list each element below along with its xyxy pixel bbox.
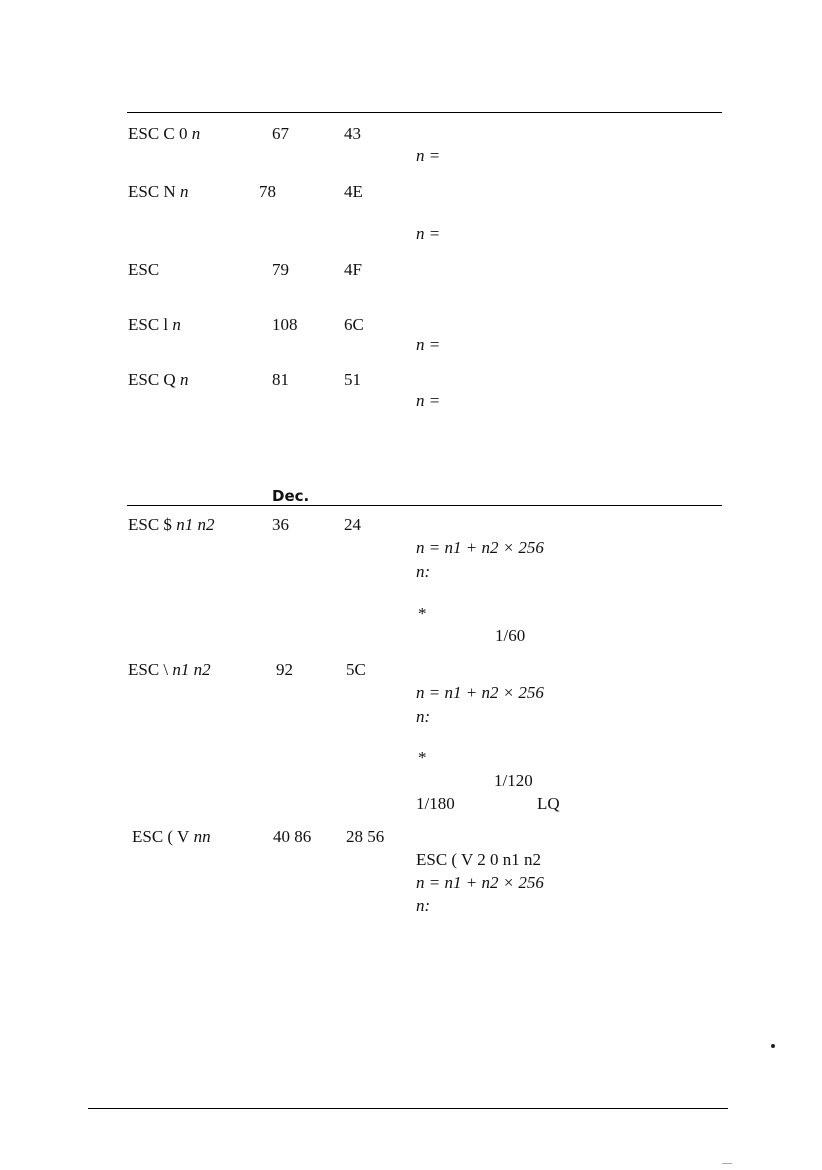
footnote-star: * [418,604,427,623]
margin-dot [771,1044,775,1048]
command-esc-n: ESC N n [128,182,189,201]
command-esc-dollar: ESC $ n1 n2 [128,515,215,534]
command-sequence: ESC ( V 2 0 n1 n2 [416,850,542,869]
top-rule [127,112,722,113]
dec-value: 40 86 [273,827,312,846]
corner-mark [722,1163,732,1164]
footnote-star: * [418,748,427,767]
dec-value: 81 [272,370,289,389]
hex-value: 5C [346,660,366,679]
unit-value: 1/120 [494,771,533,790]
formula: n = n1 + n2 × 256 [416,538,544,557]
param-label: n = [416,391,441,410]
param-label: n = [416,335,441,354]
hex-value: 6C [344,315,364,334]
dec-value: 67 [272,124,289,143]
command-esc-c0: ESC C 0 n [128,124,201,143]
hex-value: 43 [344,124,361,143]
formula: n = n1 + n2 × 256 [416,683,544,702]
command-esc-q: ESC Q n [128,370,189,389]
column-header-dec: Dec. [272,487,310,505]
dec-value: 108 [272,315,298,334]
command-esc-l: ESC l n [128,315,181,334]
param-label: n = [416,146,441,165]
hex-value: 4E [344,182,363,201]
dec-value: 78 [259,182,276,201]
dec-value: 79 [272,260,289,279]
command-esc-paren-v: ESC ( V nn [132,827,211,846]
n-label: n: [416,562,431,581]
command-esc-backslash: ESC \ n1 n2 [128,660,211,679]
mode-label-lq: LQ [537,794,560,813]
hex-value: 24 [344,515,361,534]
unit-value-alt: 1/180 [416,794,455,813]
n-label: n: [416,896,431,915]
table2-header-rule [127,505,722,506]
n-label: n: [416,707,431,726]
unit-value: 1/60 [495,626,526,645]
param-label: n = [416,224,441,243]
command-esc-o: ESC [128,260,160,279]
dec-value: 36 [272,515,289,534]
bottom-rule [88,1108,728,1109]
formula: n = n1 + n2 × 256 [416,873,544,892]
hex-value: 4F [344,260,362,279]
hex-value: 51 [344,370,361,389]
dec-value: 92 [276,660,293,679]
hex-value: 28 56 [346,827,385,846]
